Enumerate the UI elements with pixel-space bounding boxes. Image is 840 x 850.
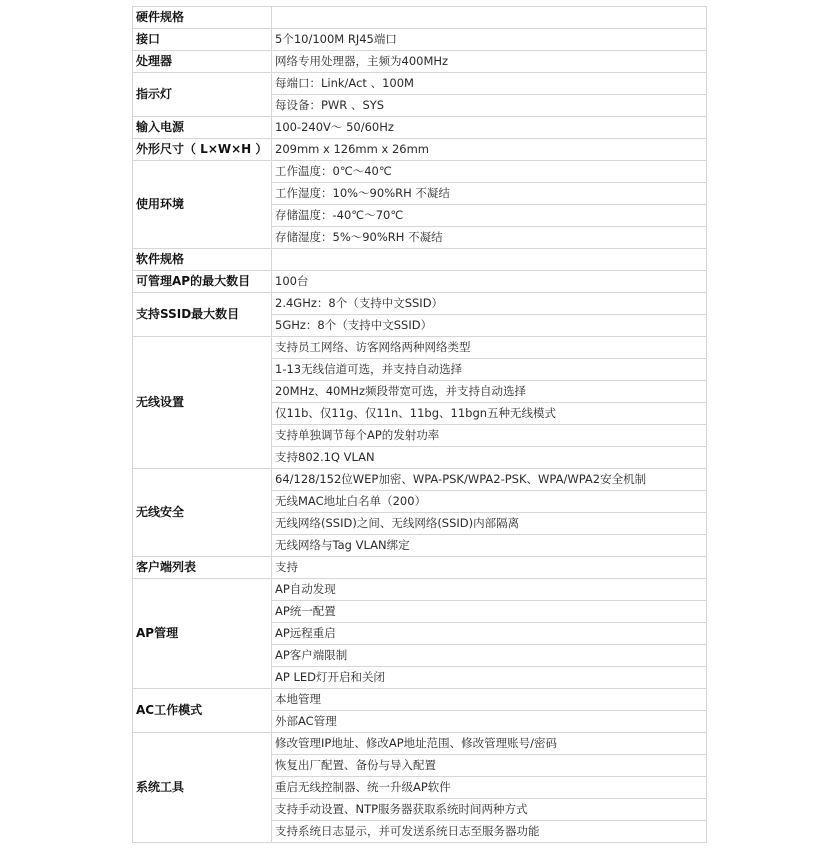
spec-value: AP统一配置 (272, 601, 707, 623)
spec-row (133, 557, 707, 579)
spec-value: 64/128/152位WEP加密、WPA-PSK/WPA2-PSK、WPA/WPA2安全机制 (272, 469, 707, 491)
spec-value: 修改管理IP地址、修改AP地址范围、修改管理账号/密码 (272, 733, 707, 755)
spec-value: 支持手动设置、NTP服务器获取系统时间两种方式 (272, 799, 707, 821)
spec-label: 使用环境 (133, 161, 272, 249)
spec-value: 仅11b、仅11g、仅11n、11bg、11bgn五种无线模式 (272, 403, 707, 425)
spec-row (133, 7, 707, 29)
spec-value: 支持802.1Q VLAN (272, 447, 707, 469)
spec-label: AC工作模式 (133, 689, 272, 733)
spec-value: 100台 (272, 271, 707, 293)
spec-row (133, 579, 707, 601)
section-heading: 硬件规格 (133, 7, 272, 29)
spec-value: 每端口：Link/Act 、100M (272, 73, 707, 95)
spec-value (272, 7, 707, 29)
spec-row (133, 271, 707, 293)
spec-value: 恢复出厂配置、备份与导入配置 (272, 755, 707, 777)
spec-value: 无线网络(SSID)之间、无线网络(SSID)内部隔离 (272, 513, 707, 535)
spec-value: 无线MAC地址白名单（200） (272, 491, 707, 513)
spec-value: 1-13无线信道可选，并支持自动选择 (272, 359, 707, 381)
spec-row (133, 161, 707, 183)
spec-row (133, 117, 707, 139)
spec-value: 支持单独调节每个AP的发射功率 (272, 425, 707, 447)
spec-value: 每设备：PWR 、SYS (272, 95, 707, 117)
spec-value (272, 249, 707, 271)
spec-label: 外形尺寸（ L×W×H ） (133, 139, 272, 161)
spec-row (133, 293, 707, 315)
spec-table (132, 6, 707, 843)
section-heading: 软件规格 (133, 249, 272, 271)
spec-value: 无线网络与Tag VLAN绑定 (272, 535, 707, 557)
spec-row (133, 73, 707, 95)
spec-value: 100-240V～ 50/60Hz (272, 117, 707, 139)
spec-value: 20MHz、40MHz频段带宽可选，并支持自动选择 (272, 381, 707, 403)
spec-row (133, 139, 707, 161)
spec-row (133, 689, 707, 711)
spec-value: 工作湿度：10%～90%RH 不凝结 (272, 183, 707, 205)
spec-value: AP远程重启 (272, 623, 707, 645)
spec-value: 209mm x 126mm x 26mm (272, 139, 707, 161)
spec-value: 存储湿度：5%～90%RH 不凝结 (272, 227, 707, 249)
spec-label: 可管理AP的最大数目 (133, 271, 272, 293)
spec-value: 本地管理 (272, 689, 707, 711)
spec-value: AP自动发现 (272, 579, 707, 601)
spec-label: 无线安全 (133, 469, 272, 557)
spec-value: 支持 (272, 557, 707, 579)
spec-value: AP客户端限制 (272, 645, 707, 667)
spec-value: 5个10/100M RJ45端口 (272, 29, 707, 51)
spec-row (133, 51, 707, 73)
spec-label: AP管理 (133, 579, 272, 689)
spec-label: 处理器 (133, 51, 272, 73)
spec-label: 客户端列表 (133, 557, 272, 579)
spec-row (133, 249, 707, 271)
spec-value: 外部AC管理 (272, 711, 707, 733)
spec-row (133, 29, 707, 51)
spec-table-body (133, 7, 707, 843)
spec-label: 输入电源 (133, 117, 272, 139)
spec-value: 支持系统日志显示，并可发送系统日志至服务器功能 (272, 821, 707, 843)
spec-label: 系统工具 (133, 733, 272, 843)
spec-row (133, 337, 707, 359)
spec-value: 5GHz：8个（支持中文SSID） (272, 315, 707, 337)
spec-value: 支持员工网络、访客网络两种网络类型 (272, 337, 707, 359)
spec-label: 支持SSID最大数目 (133, 293, 272, 337)
spec-row (133, 469, 707, 491)
spec-label: 指示灯 (133, 73, 272, 117)
spec-label: 无线设置 (133, 337, 272, 469)
spec-value: AP LED灯开启和关闭 (272, 667, 707, 689)
spec-row (133, 733, 707, 755)
spec-label: 接口 (133, 29, 272, 51)
spec-value: 网络专用处理器，主频为400MHz (272, 51, 707, 73)
spec-value: 存储温度：-40℃～70℃ (272, 205, 707, 227)
spec-value: 工作温度：0℃～40℃ (272, 161, 707, 183)
spec-value: 重启无线控制器、统一升级AP软件 (272, 777, 707, 799)
spec-value: 2.4GHz：8个（支持中文SSID） (272, 293, 707, 315)
